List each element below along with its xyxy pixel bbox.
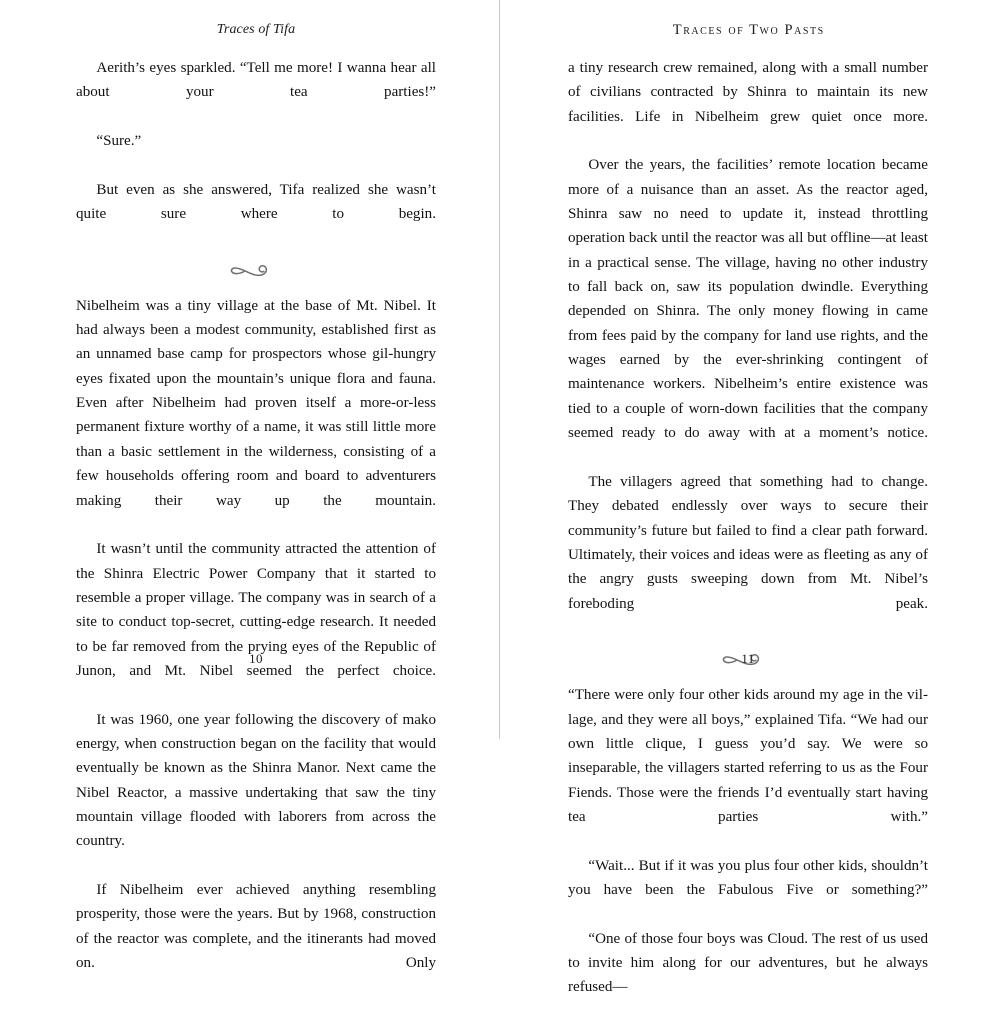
folio-verso: 10 xyxy=(249,651,263,666)
paragraph: If Nibelheim ever achieved anything resembling prosperity, those were the years. But by 1968, construction of the reactor was complete, and the itinerants had moved on. Only xyxy=(76,882,436,972)
page-recto xyxy=(500,0,1000,996)
paragraph: “Sure.” xyxy=(96,133,142,150)
recto-text-block xyxy=(568,56,928,1024)
paragraph: Over the years, the facilities’ remote location became more of a nuisance than an asset. As the reactor aged, Shinra saw no need to update it, instead throttling operation back until the reactor was all but offline—at least in a practical sense. The village, having no other industry to fall back on, saw its population dwindle. Everything depended on Shinra. The only money flowing in came from fees paid by the company for land use rights, and the wages earned by the ever-shrinking contingent of maintenance workers. Nibelheim’s entire existence was tied to a couple of worn-down facilities that the company seemed ready to do away with at a moment’s notice. xyxy=(568,157,928,442)
paragraph: “There were only four other kids around my age in the village, and they were all boys,” explained Tifa. “We had our own little clique, I guess you’d say. We were so inseparable, the villagers started referring to us as the Four Fiends. Those were the friends I’d eventually start having tea parties with.” xyxy=(568,687,928,825)
folio-recto: 11 xyxy=(741,651,755,666)
paragraph: a tiny research crew remained, along with a small number of civilians contracted by Shinra to maintain its new facilities. Life in Nibelheim grew quiet once more. xyxy=(568,60,928,125)
verso-text-block xyxy=(76,56,436,1000)
running-head-recto: Traces of Two Pasts xyxy=(672,22,825,38)
paragraph: “Wait... But if it was you plus four other kids, shouldn’t you have been the Fabulous Five or something?” xyxy=(568,857,928,898)
paragraph: It wasn’t until the community attracted the attention of the Shinra Electric Power Company that it started to resemble a proper village. The company was in search of a site to conduct top-secret, cutting-edge research. It needed to be far removed from the prying eyes of the Republic of Junon, and Mt. Nibel seemed the perfect choice. xyxy=(76,541,436,679)
flourish-swirl-ornament xyxy=(228,262,284,282)
paragraph: The villagers agreed that something had to change. They debated endlessly over ways to secure their community’s future but failed to find a clear path forward. Ultimately, their voices and ideas were as fleeting as any of the angry gusts sweeping down from Mt. Nibel’s foreboding peak. xyxy=(568,473,928,612)
running-head-verso: Traces of Tifa xyxy=(216,22,296,37)
paragraph: “One of those four boys was Cloud. The rest of us used to invite him along for our adventures, but he always refused— xyxy=(568,930,928,996)
paragraph: It was 1960, one year following the discovery of mako energy, when construction began on the facility that would eventually be known as the Shinra Manor. Next came the Nibel Reactor, a massive undertaking that saw the tiny mountain village flooded with laborers from across the country. xyxy=(76,711,436,850)
page-verso xyxy=(0,0,500,972)
paragraph: Nibelheim was a tiny village at the base of Mt. Nibel. It had always been a modest community, established first as an unnamed base camp for prospectors whose gil-hungry eyes fixated upon the mountain’s unique flora and fauna. Even after Nibelheim had proven itself a more-or-less permanent fixture worthy of a name, it was still little more than a basic settlement in the wilderness, consisting of a few households offering room and board to adventurers making their way up the mountain. xyxy=(76,297,436,509)
paragraph: Aerith’s eyes sparkled. “Tell me more! I wanna hear all about your tea parties!” xyxy=(76,60,436,101)
paragraph: But even as she answered, Tifa realized she wasn’t quite sure where to begin. xyxy=(76,181,436,223)
